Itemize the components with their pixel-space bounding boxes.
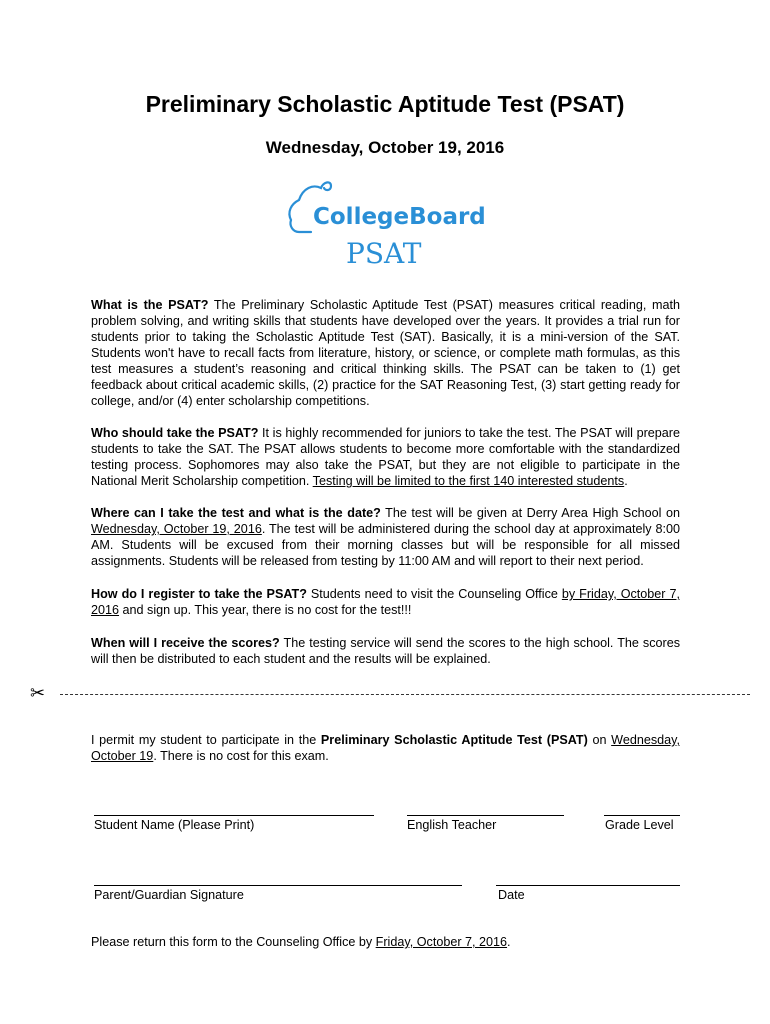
grade-level-line[interactable]: [604, 815, 680, 816]
dashed-divider: [60, 694, 750, 695]
who-end: .: [624, 474, 628, 488]
cut-line: [30, 683, 750, 706]
footer-text-1: Please return this form to the Counseling Office by: [91, 935, 376, 949]
what-text: The Preliminary Scholastic Aptitude Test (PSAT) measures critical reading, math problem solving, and writing skills that students have developed over the years. It provides a trial run for students prior to taking the Scholastic Aptitude Test (SAT). Basically, it is a mini-version of the SAT. Students won't have to recall facts from literature, history, or science, or complete math formulas, as this test measures a student’s reasoning and critical thinking skills. The PSAT can be taken to (1) get feedback about critical academic skills, (2) practice for the SAT Reasoning Test, (3) start getting ready for college, and/or (4) enter scholarship competitions.: [91, 298, 681, 408]
logo-product-text: PSAT: [346, 237, 422, 270]
student-name-line[interactable]: [94, 815, 374, 816]
parent-signature-line[interactable]: [94, 885, 462, 886]
what-heading: What is the PSAT?: [91, 298, 209, 312]
permission-text-3: . There is no cost for this exam.: [153, 749, 329, 763]
who-section: [91, 425, 680, 489]
who-limit: Testing will be limited to the first 140 interested students: [312, 474, 625, 488]
permission-statement: [91, 732, 680, 764]
register-heading: How do I register to take the PSAT?: [91, 587, 307, 601]
where-date: Wednesday, October 19, 2016: [91, 522, 262, 536]
scores-section: [91, 635, 680, 667]
student-name-label: Student Name (Please Print): [94, 818, 255, 832]
register-text-2: and sign up. This year, there is no cost for the test!!!: [119, 603, 412, 617]
scores-heading: When will I receive the scores?: [91, 636, 280, 650]
return-instructions: [91, 934, 680, 950]
parent-signature-label: Parent/Guardian Signature: [94, 888, 244, 902]
what-section: [91, 297, 680, 409]
english-teacher-line[interactable]: [407, 815, 564, 816]
permission-test-name: Preliminary Scholastic Aptitude Test (PSAT): [320, 733, 588, 747]
date-line[interactable]: [496, 885, 680, 886]
scores-text: The testing service will send the scores to the high school. The scores will then be distributed to each student and the results will be explained.: [91, 636, 680, 666]
register-section: [91, 586, 680, 618]
register-text-1: Students need to visit the Counseling Office: [306, 587, 562, 601]
footer-date: Friday, October 7, 2016: [375, 935, 508, 949]
collegeboard-psat-logo: [283, 178, 493, 270]
permission-text-2: on: [587, 733, 612, 747]
page-title: Preliminary Scholastic Aptitude Test (PSAT): [145, 91, 625, 117]
where-heading: Where can I take the test and what is the date?: [91, 506, 381, 520]
logo-brand-text: CollegeBoard: [313, 204, 486, 230]
footer-text-2: .: [507, 935, 511, 949]
who-heading: Who should take the PSAT?: [91, 426, 259, 440]
scissors-icon: ✂: [30, 683, 46, 703]
where-text-2: . The test will be administered during the school day at approximately 8:00 AM. Students will be excused from their morning classes but will be responsible for all missed assignments. Students will be released from testing by 11:00 AM and will report to their next period.: [91, 522, 680, 568]
where-section: [91, 505, 680, 569]
collegeboard-logo-icon: [283, 178, 493, 270]
grade-level-label: Grade Level: [605, 818, 674, 832]
date-label: Date: [498, 888, 525, 902]
english-teacher-label: English Teacher: [407, 818, 497, 832]
permission-date: Wednesday, October 19: [91, 733, 680, 763]
where-text-1: The test will be given at Derry Area High School on: [380, 506, 680, 520]
page-subtitle: Wednesday, October 19, 2016: [265, 138, 505, 157]
register-deadline: by Friday, October 7, 2016: [91, 587, 680, 617]
who-text: It is highly recommended for juniors to take the test. The PSAT will prepare students to take the SAT. The PSAT allows students to become more comfortable with the standardized testing process. Sophomores may also take the PSAT, but they are not eligible to participate in the National Merit Scholarship competition.: [91, 426, 680, 488]
permission-text-1: I permit my student to participate in the: [91, 733, 321, 747]
